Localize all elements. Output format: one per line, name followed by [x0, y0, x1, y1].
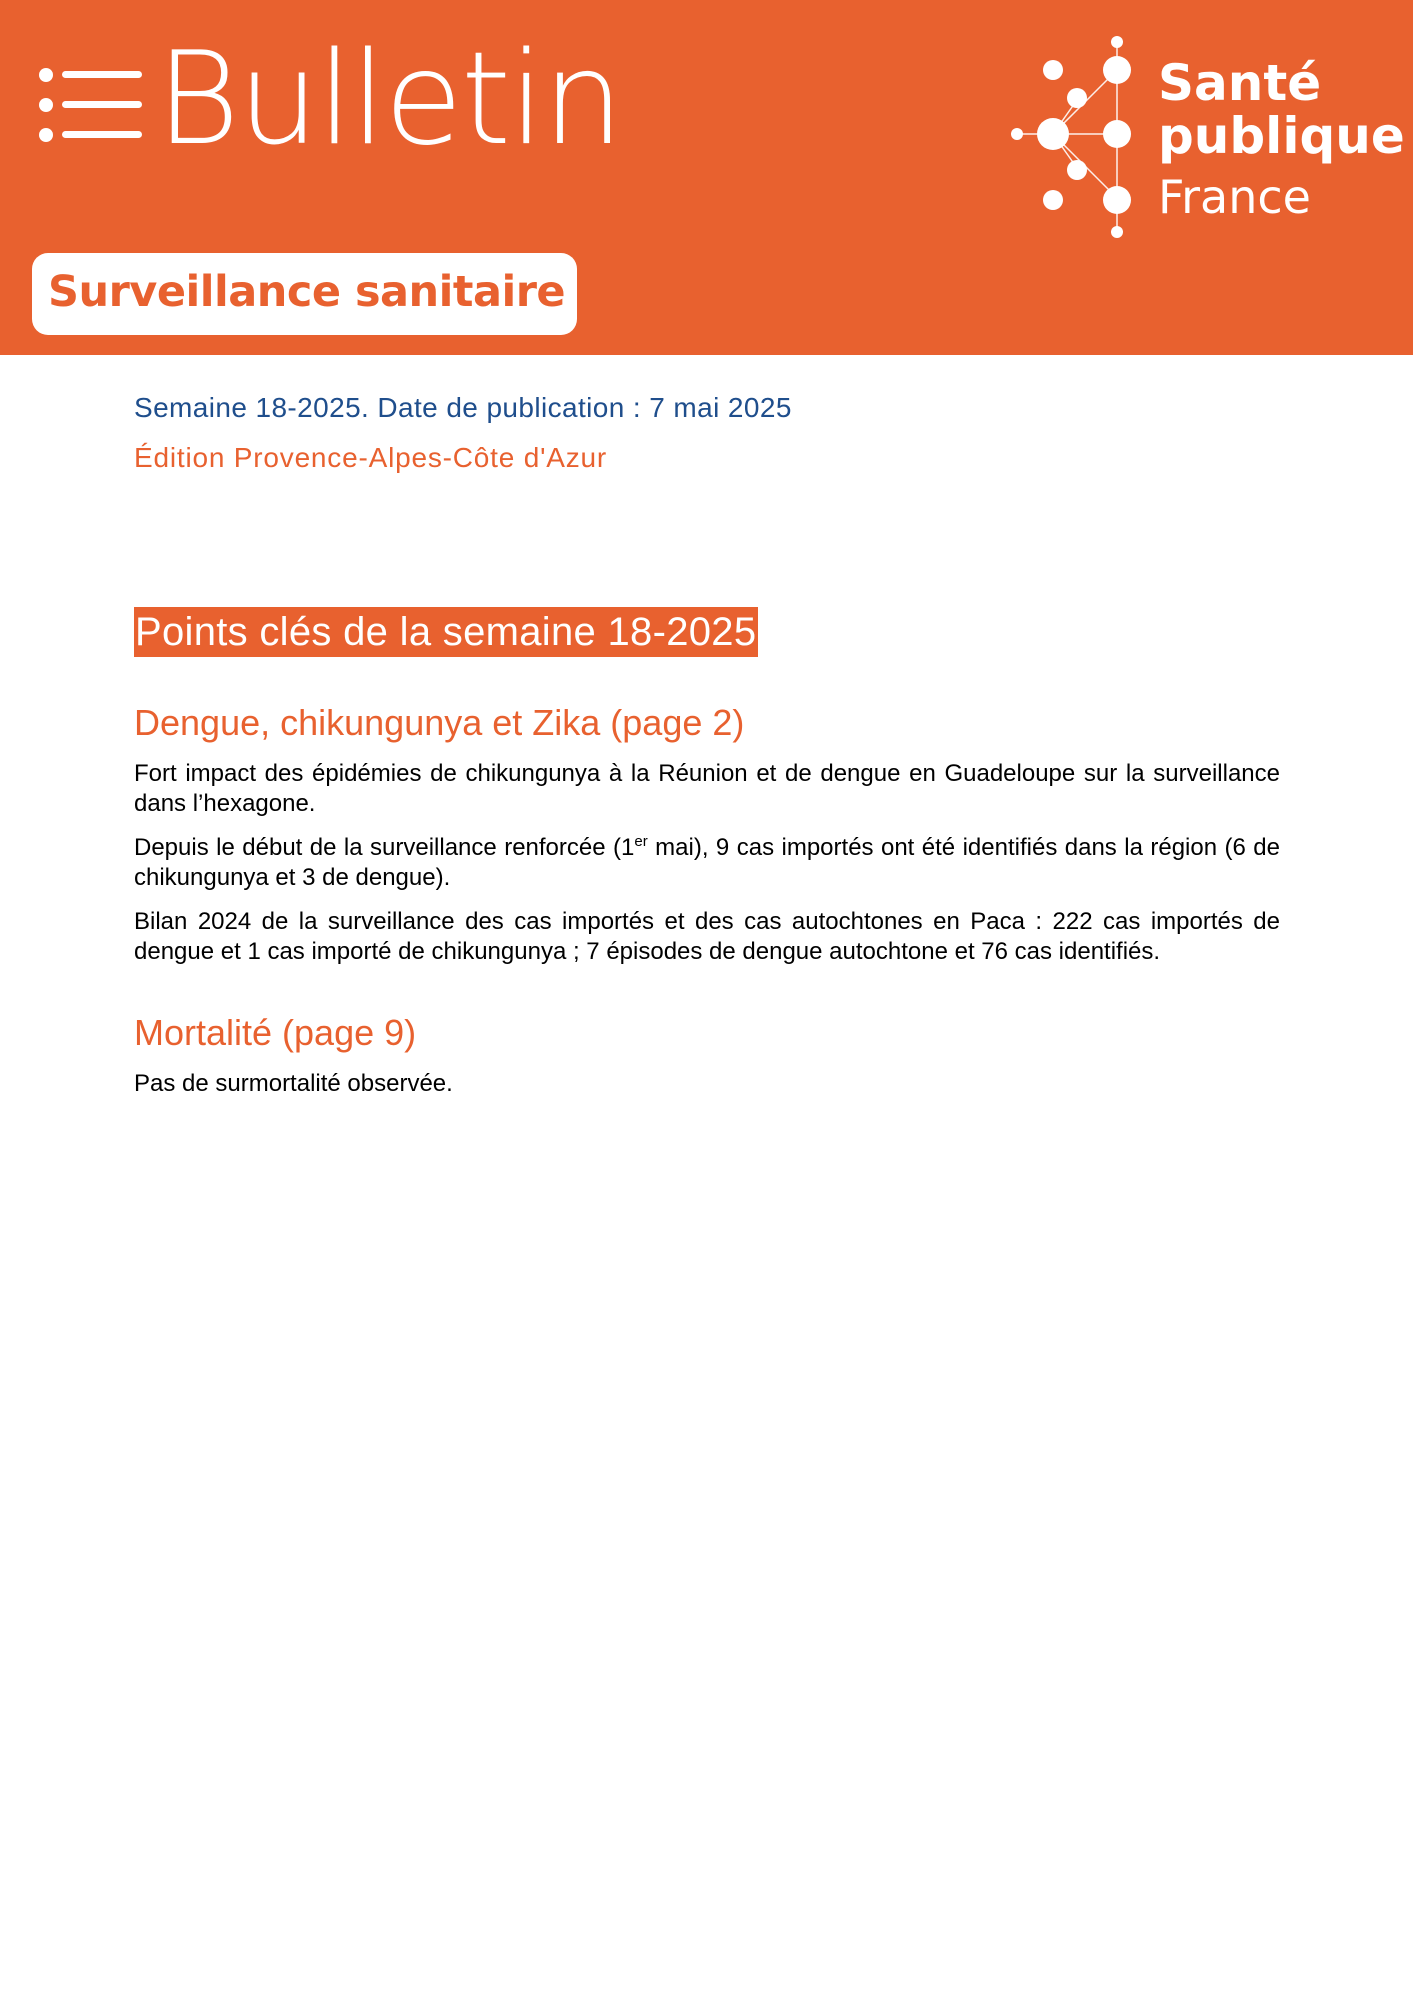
surveillance-badge-label: Surveillance sanitaire: [48, 267, 566, 317]
edition-line: Édition Provence-Alpes-Côte d'Azur: [134, 442, 607, 473]
sante-publique-logo-icon: [1005, 30, 1135, 245]
publication-week-line: Semaine 18-2025. Date de publication : 7 mai 2025: [134, 392, 792, 423]
logo-text-sante: Santé: [1158, 54, 1322, 112]
logo-text-publique: publique: [1158, 107, 1405, 165]
dengue-paragraph-bilan-2024: Bilan 2024 de la surveillance des cas importés et des cas autochtones en Paca : 222 cas importés de dengue et 1 cas importé de chikungunya ; 7 épisodes de dengue autochtone et 76 cas identifiés.: [134, 908, 1280, 965]
mortality-section-heading: Mortalité (page 9): [134, 1012, 417, 1053]
surveillance-badge: [32, 253, 577, 335]
key-points-title: Points clés de la semaine 18-2025: [134, 607, 758, 657]
dengue-section-heading: Dengue, chikungunya et Zika (page 2): [134, 702, 745, 743]
paragraph-text-start: Depuis le début de la surveillance renforcée (1: [134, 834, 635, 861]
list-icon: [38, 55, 148, 155]
mortality-paragraph: Pas de surmortalité observée.: [134, 1070, 453, 1097]
dengue-paragraph-impact: Fort impact des épidémies de chikungunya à la Réunion et de dengue en Guadeloupe sur la surveillance dans l’hexagone.: [134, 760, 1280, 817]
dengue-paragraph-imported-cases: [134, 833, 1280, 893]
paragraph-text-end: mai), 9 cas importés ont été identifiés dans la région (6 de chikungunya et 3 de dengue).: [134, 834, 1280, 891]
header-banner: [0, 0, 1413, 355]
ordinal-superscript: er: [634, 833, 648, 850]
bulletin-title: Bulletin: [156, 25, 622, 174]
logo-text-france: France: [1158, 170, 1311, 224]
